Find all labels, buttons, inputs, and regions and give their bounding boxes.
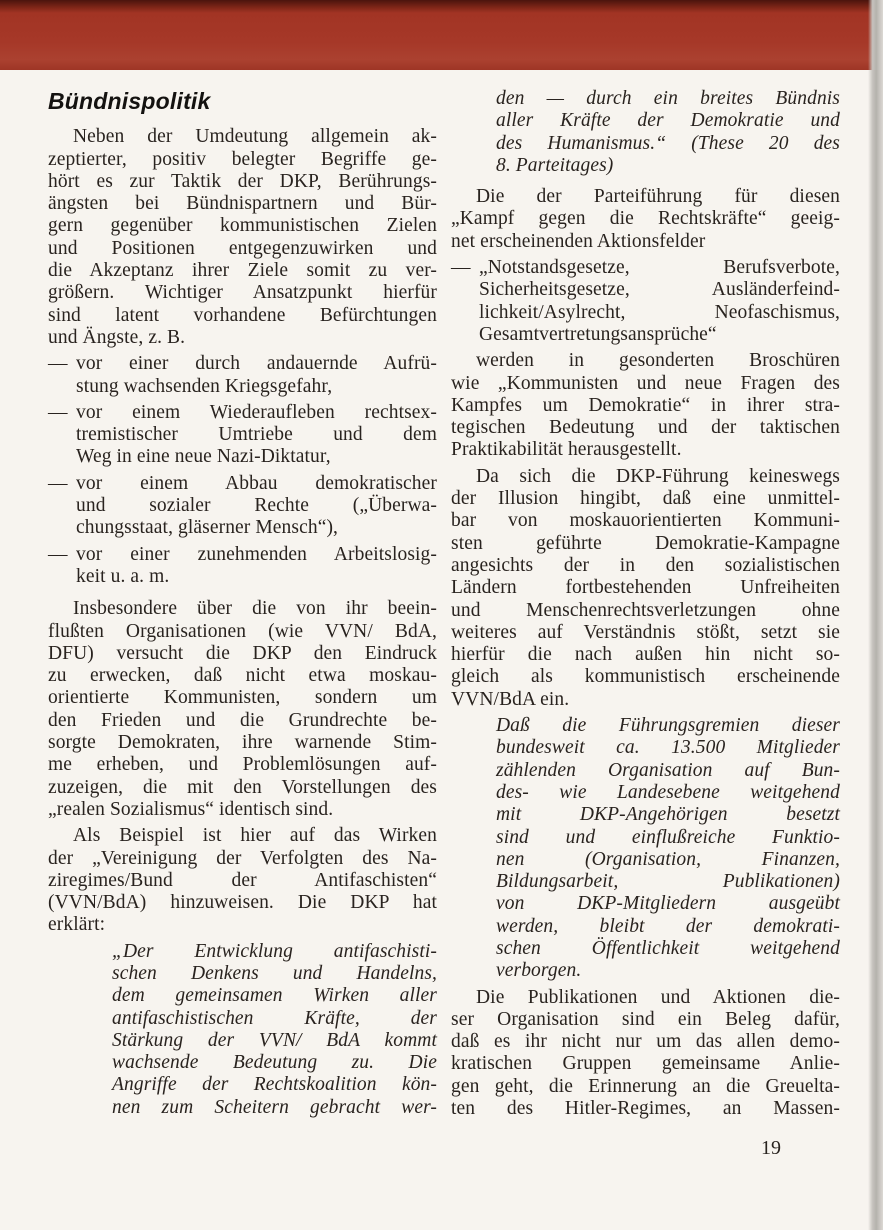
- text-line: zählenden Organisation auf Bun-: [496, 759, 840, 781]
- text-line: ziregimes/Bund der Antifaschisten“: [48, 869, 437, 891]
- text-line: gen geht, die Erinnerung an die Greuelta-: [451, 1075, 840, 1097]
- text-line: sten geführte Demokratie-Kampagne: [451, 532, 840, 554]
- text-line: wie „Kommunisten und neue Fragen des: [451, 372, 840, 394]
- text-line: sind und einflußreiche Funktio-: [496, 826, 840, 848]
- paragraph: [451, 186, 840, 253]
- text-line: die Akzeptanz ihrer Ziele somit zu ver-: [48, 260, 437, 282]
- text-line: „Notstandsgesetze, Berufsverbote,: [479, 257, 840, 279]
- text-line: Bildungsarbeit, Publikationen): [496, 871, 840, 893]
- text-line: Daß die Führungsgremien dieser: [496, 715, 840, 737]
- text-line: des Humanismus.“ (These 20 des: [496, 132, 840, 154]
- text-line: tremistischer Umtriebe und dem: [76, 424, 437, 446]
- list-item: [48, 353, 437, 398]
- text-line: „Der Entwicklung antifaschisti-: [112, 940, 437, 962]
- text-line: hört es zur Taktik der DKP, Berührungs-: [48, 170, 437, 192]
- text-line: den — durch ein breites Bündnis: [496, 88, 840, 109]
- text-line: werden in gesonderten Broschüren: [476, 350, 840, 372]
- text-line: und Menschenrechtsverletzungen ohne: [451, 599, 840, 621]
- text-line: Stärkung der VVN/ BdA kommt: [112, 1029, 437, 1051]
- text-line: (VVN/BdA) hinzuweisen. Die DKP hat: [48, 892, 437, 914]
- paragraph: [48, 598, 437, 821]
- paragraph: [451, 350, 840, 461]
- text-line: Ländern fortbestehenden Unfreiheiten: [451, 577, 840, 599]
- text-line: dem gemeinsamen Wirken aller: [112, 985, 437, 1007]
- text-line: orientierte Kommunisten, sondern um: [48, 687, 437, 709]
- text-line: ten des Hitler-Regimes, an Massen-: [451, 1098, 840, 1120]
- text-line: schen Denkens und Handelns,: [112, 962, 437, 984]
- text-line: Die Publikationen und Aktionen die-: [476, 986, 840, 1008]
- text-line: Gesamtvertretungsansprüche“: [479, 323, 717, 345]
- right-column-blocks: [451, 88, 840, 1120]
- text-line: angesichts der in den sozialistischen: [451, 554, 840, 576]
- text-line: chungsstaat, gläserner Mensch“),: [76, 517, 339, 539]
- page-number: 19: [761, 1137, 781, 1159]
- text-line: größern. Wichtiger Ansatzpunkt hierfür: [48, 282, 437, 304]
- text-line: 8. Parteitages): [496, 154, 614, 176]
- text-line: verborgen.: [496, 960, 582, 982]
- text-line: daß es ihr nicht nur um das allen demo-: [451, 1031, 840, 1053]
- list-item-text: [76, 473, 437, 540]
- text-line: Insbesondere über die von ihr beein-: [73, 598, 437, 620]
- text-line: den Frieden und die Grundrechte be-: [48, 709, 437, 731]
- text-line: me erheben, und Problemlösungen auf-: [48, 754, 437, 776]
- text-line: und Ängste, z. B.: [48, 326, 186, 348]
- text-line: hierfür die nach außen hin nicht so-: [451, 644, 840, 666]
- list-dash-marker: —: [48, 353, 68, 375]
- text-line: nen (Organisation, Finanzen,: [496, 848, 840, 870]
- text-line: zuzeigen, die mit den Vorstellungen des: [48, 776, 437, 798]
- text-line: tegischen Bedeutung und der taktischen: [451, 417, 840, 439]
- left-column-blocks: [48, 126, 437, 1119]
- text-line: nen zum Scheitern gebracht wer-: [112, 1096, 437, 1118]
- text-line: DFU) versucht die DKP den Eindruck: [48, 642, 437, 664]
- text-line: des- wie Landesebene weitgehend: [496, 781, 840, 803]
- text-line: keit u. a. m.: [76, 565, 170, 587]
- text-line: Weg in eine neue Nazi-Diktatur,: [76, 446, 331, 468]
- text-line: gern gegenüber kommunistischen Zielen: [48, 215, 437, 237]
- text-line: wachsende Bedeutung zu. Die: [112, 1052, 437, 1074]
- red-header-bar: [0, 0, 883, 70]
- text-line: vor einem Abbau demokratischer: [76, 472, 437, 494]
- list-item-text: [76, 402, 437, 469]
- text-line: sorgte Demokraten, ihre warnende Stim-: [48, 732, 437, 754]
- paragraph: [48, 126, 437, 349]
- text-line: Die der Parteiführung für diesen: [476, 186, 840, 208]
- text-line: erklärt:: [48, 914, 106, 936]
- text-line: lichkeit/Asylrecht, Neofaschismus,: [479, 301, 840, 323]
- text-line: Als Beispiel ist hier auf das Wirken: [73, 825, 437, 847]
- text-line: kratischen Gruppen gemeinsame Anlie-: [451, 1053, 840, 1075]
- text-line: VVN/BdA ein.: [451, 688, 570, 710]
- text-line: Da sich die DKP-Führung keineswegs: [476, 465, 840, 487]
- text-line: zeptierter, positiv belegter Begriffe ge-: [48, 148, 437, 170]
- text-line: von DKP-Mitgliedern ausgeübt: [496, 893, 840, 915]
- text-line: Kampfes um Demokratie“ in ihrer stra-: [451, 394, 840, 416]
- text-line: Neben der Umdeutung allgemein ak-: [73, 126, 437, 148]
- left-column: [48, 88, 437, 1123]
- list-item: [451, 257, 840, 346]
- text-line: bar von moskauorientierten Kommuni-: [451, 510, 840, 532]
- text-line: Sicherheitsgesetze, Ausländerfeind-: [479, 279, 840, 301]
- text-line: und Positionen entgegenzuwirken und: [48, 237, 437, 259]
- text-line: ser Organisation sind ein Beleg dafür,: [451, 1008, 840, 1030]
- list-item: [48, 544, 437, 589]
- text-line: gleich als kommunistisch erscheinende: [451, 666, 840, 688]
- right-column: [451, 88, 840, 1124]
- quote-block: [496, 88, 840, 177]
- text-line: weiteres auf Verständnis stößt, setzt sie: [451, 621, 840, 643]
- list-item: [48, 402, 437, 469]
- text-line: sind latent vorhandene Befürchtungen: [48, 304, 437, 326]
- text-line: „realen Sozialismus“ identisch sind.: [48, 798, 334, 820]
- text-line: werden, bleibt der demokrati-: [496, 915, 840, 937]
- text-line: zu erwecken, daß nicht etwa moskau-: [48, 665, 437, 687]
- list-dash-marker: —: [48, 401, 68, 423]
- text-line: schen Öffentlichkeit weitgehend: [496, 937, 840, 959]
- text-line: ängsten bei Bündnispartnern und Bür-: [48, 193, 437, 215]
- page-scan-edge: [868, 0, 883, 1230]
- text-line: vor einem Wiederaufleben rechtsex-: [76, 401, 437, 423]
- paragraph: [451, 987, 840, 1121]
- list-item-text: [76, 353, 437, 398]
- text-line: aller Kräfte der Demokratie und: [496, 110, 840, 132]
- text-line: bundesweit ca. 13.500 Mitglieder: [496, 737, 840, 759]
- paragraph: [48, 825, 437, 936]
- paragraph: [451, 466, 840, 711]
- text-line: flußten Organisationen (wie VVN/ BdA,: [48, 620, 437, 642]
- quote-block: [112, 941, 437, 1119]
- text-line: vor einer zunehmenden Arbeitslosig-: [76, 543, 437, 565]
- text-line: antifaschistischen Kräfte, der: [112, 1007, 437, 1029]
- list-dash-marker: —: [451, 257, 471, 279]
- text-line: stung wachsenden Kriegsgefahr,: [76, 375, 333, 397]
- text-line: net erscheinenden Aktionsfelder: [451, 230, 706, 252]
- text-line: Praktikabilität herausgestellt.: [451, 439, 682, 461]
- list-dash-marker: —: [48, 543, 68, 565]
- list-item: [48, 473, 437, 540]
- text-line: Angriffe der Rechtskoalition kön-: [112, 1074, 437, 1096]
- list-item-text: [479, 257, 840, 346]
- quote-block: [496, 715, 840, 983]
- text-line: und sozialer Rechte („Überwa-: [76, 495, 437, 517]
- text-line: vor einer durch andauernde Aufrü-: [76, 353, 437, 375]
- text-line: der Illusion hingibt, daß eine unmittel-: [451, 488, 840, 510]
- section-heading: Bündnispolitik: [48, 88, 211, 114]
- text-line: „Kampf gegen die Rechtskräfte“ geeig-: [451, 208, 840, 230]
- list-item-text: [76, 544, 437, 589]
- text-line: mit DKP-Angehörigen besetzt: [496, 804, 840, 826]
- list-dash-marker: —: [48, 472, 68, 494]
- text-line: der „Vereinigung der Verfolgten des Na-: [48, 847, 437, 869]
